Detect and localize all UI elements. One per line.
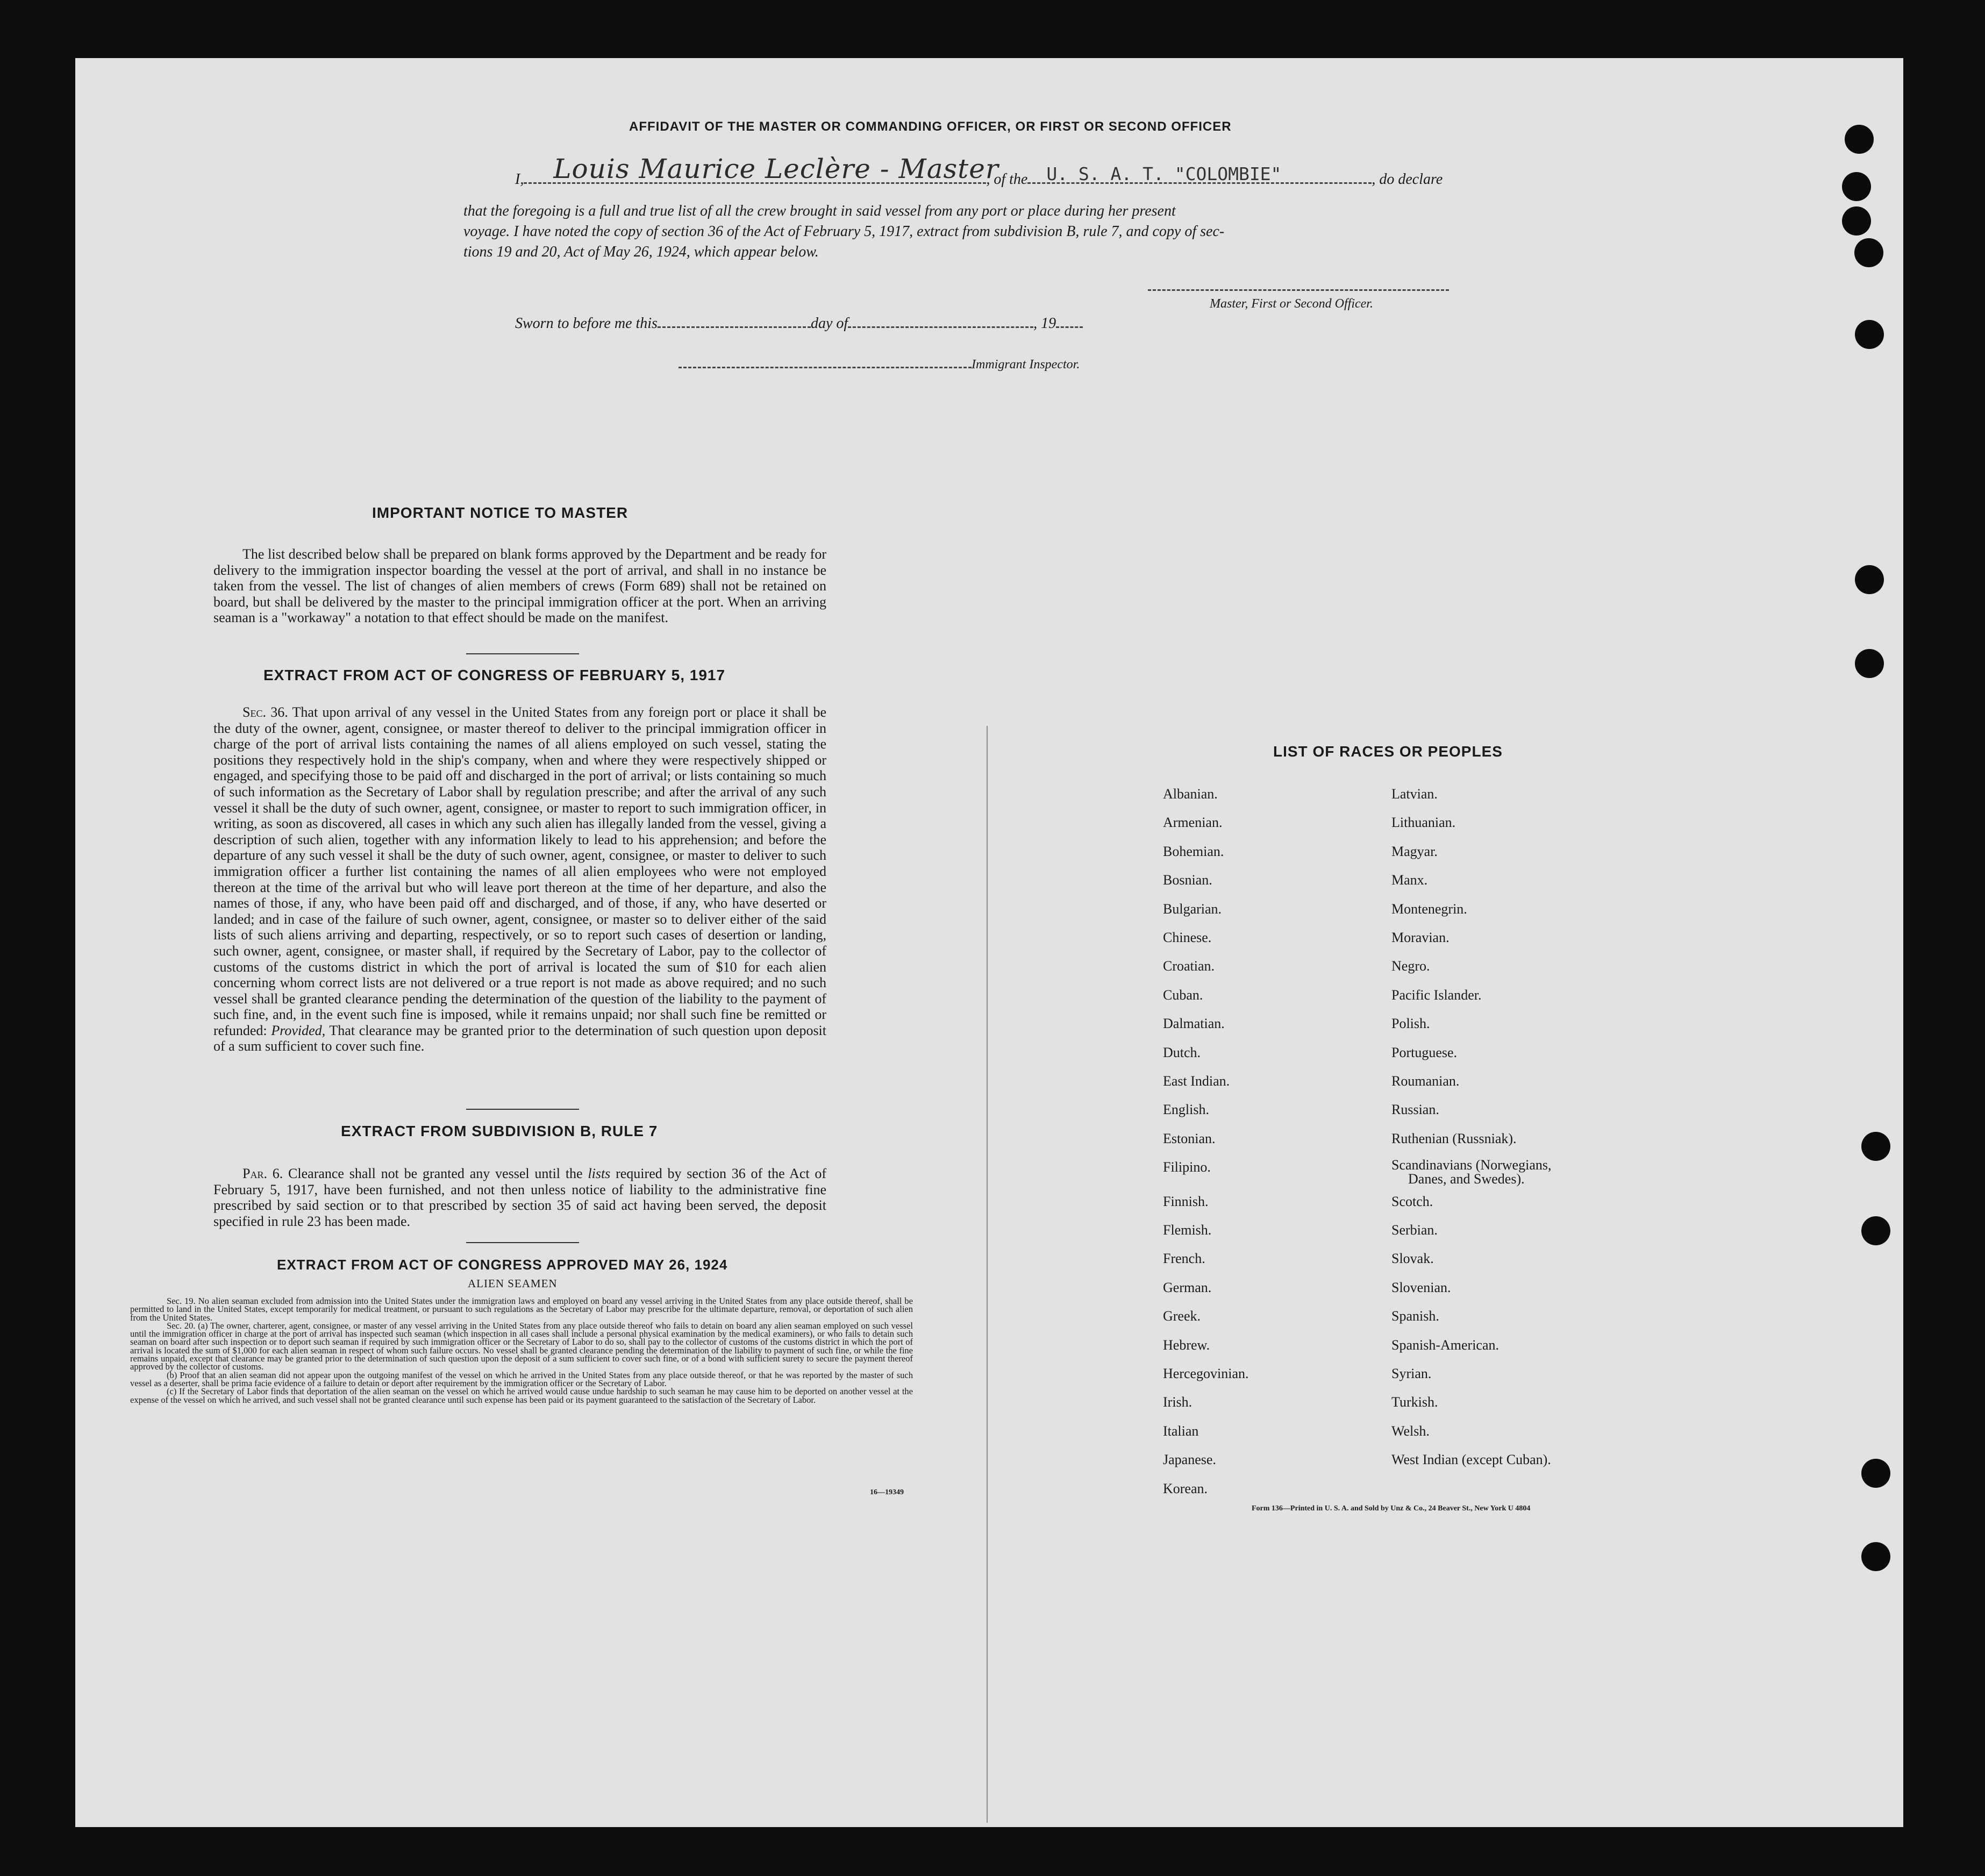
race-item: Montenegrin. xyxy=(1391,901,1467,917)
race-item: Polish. xyxy=(1391,1016,1430,1032)
section-19-text: Sec. 19. No alien seaman excluded from admission into the United States under the immigration laws and employed on board any vessel arriving in the United States from any place outside thereof, shall be permitted to land in the United States, except temporarily for medical treatment, or pursuant to such regulations as the Secretary of Labor may prescribe for the ultimate departure, removal, or deportation of such alien from the United States. xyxy=(130,1296,913,1323)
notice-text: The list described below shall be prepared on blank forms approved by the Department and be ready for delivery to the immigration inspector boarding the vessel at the port of arrival, and shall in no instance be taken from the vessel. The list of changes of alien members of crews (Form 689) shall not be retained on board, but shall be delivered by the master to the principal immigration officer at the port. When an arriving seaman is a "workaway" a notation to that effect should be made on the manifest. xyxy=(213,546,826,626)
of-the-label: , of the xyxy=(986,171,1028,188)
race-item: Hebrew. xyxy=(1163,1337,1210,1353)
page-fold-line xyxy=(987,726,988,1823)
race-item: Scotch. xyxy=(1391,1193,1433,1209)
punch-hole xyxy=(1842,172,1871,201)
affidavit-body-line: that the foregoing is a full and true list of all the crew brought in said vessel from any port or place during her present xyxy=(463,203,1176,219)
race-item: Magyar. xyxy=(1391,843,1438,859)
affidavit-declaration-line xyxy=(515,153,1443,188)
i-prefix: I, xyxy=(515,171,524,188)
signer-name-handwriting: Louis Maurice Leclère - Master xyxy=(553,153,999,184)
affidavit-body xyxy=(463,201,1480,262)
race-item: Albanian. xyxy=(1163,786,1218,802)
race-item: Bosnian. xyxy=(1163,872,1212,888)
race-item: Greek. xyxy=(1163,1308,1201,1324)
do-declare-label: , do declare xyxy=(1372,171,1443,188)
rule7-title: EXTRACT FROM SUBDIVISION B, RULE 7 xyxy=(341,1123,658,1139)
race-item: Croatian. xyxy=(1163,958,1215,974)
form-code: 16—19349 xyxy=(870,1488,904,1496)
act-1924-title: EXTRACT FROM ACT OF CONGRESS APPROVED MAY 26, 1924 xyxy=(277,1257,728,1273)
section-20b-text: (b) Proof that an alien seaman did not appear upon the outgoing manifest of the vessel on which he arrived in the United States from any place outside thereof, or that he was reported by the master of such vessel as a deserter, shall be prima facie evidence of a failure to detain or deport after requirement by the immigration officer or the Secretary of Labor. xyxy=(130,1369,913,1388)
race-item: Welsh. xyxy=(1391,1423,1430,1439)
race-item: Korean. xyxy=(1163,1480,1208,1496)
race-item: Turkish. xyxy=(1391,1394,1438,1410)
race-item: Russian. xyxy=(1391,1102,1439,1118)
signature-caption: Master, First or Second Officer. xyxy=(1210,297,1373,311)
section-36-text-end: That clearance may be granted prior to the determination of such question upon deposit of a sum sufficient to cover such fine. xyxy=(213,1022,827,1054)
extract-1917-title: EXTRACT FROM ACT OF CONGRESS OF FEBRUARY 5, 1917 xyxy=(263,667,726,683)
act-1924-text xyxy=(130,1297,913,1404)
races-title: LIST OF RACES OR PEOPLES xyxy=(1273,743,1503,760)
race-item: Spanish. xyxy=(1391,1308,1439,1324)
signature-line xyxy=(1148,289,1449,291)
punch-hole xyxy=(1861,1132,1890,1161)
punch-hole xyxy=(1855,649,1884,678)
race-item: Flemish. xyxy=(1163,1222,1212,1238)
race-item: Scandinavians (Norwegians, xyxy=(1391,1157,1552,1173)
punch-hole xyxy=(1861,1459,1890,1488)
rule7-text xyxy=(213,1166,826,1229)
affidavit-body-line: voyage. I have noted the copy of section 36 of the Act of February 5, 1917, extract from subdivision B, rule 7, and copy of sec- xyxy=(463,223,1225,240)
section-20a-text: Sec. 20. (a) The owner, charterer, agent, consignee, or master of any vessel arriving in the United States from any place outside thereof who fails to detain on board any alien seaman employed on such vessel until the immigration officer in charge at the port of arrival has inspected such seaman (which inspection in all cases shall include a personal physical examination by the medical examiners), or who fails to detain such seaman on board after such inspection or to deport such seaman if required by such immigration officer or the Secretary of Labor to do so, shall pay to the collector of customs of the customs district in which the port of arrival is located the sum of $1,000 for each alien seaman in respect of whom such failure occurs. No vessel shall be granted clearance pending the determination of the liability to payment of such fine, or while the fine remains unpaid, except that clearance may be granted prior to the determination of such question upon the deposit of a sum sufficient to cover such fine, or of a bond with sufficient surety to secure the payment thereof approved by the collector of customs. xyxy=(130,1320,913,1372)
race-item: Armenian. xyxy=(1163,815,1223,831)
provided-word: Provided, xyxy=(271,1022,326,1038)
race-item: Bohemian. xyxy=(1163,843,1224,859)
punch-hole xyxy=(1861,1542,1890,1571)
race-item: Filipino. xyxy=(1163,1159,1211,1175)
section-36-text: That upon arrival of any vessel in the United States from any foreign port or place it shall be the duty of the owner, agent, consignee, or master thereof to deliver to the principal immigration officer in charge of the port of arrival lists containing the names of all aliens employed on such vessel, stating the positions they respectively hold in the ship's company, when and where they were respectively shipped or engaged, and specifying those to be paid off and discharged in the port of arrival; or lists containing so much of such information as the Secretary of Labor shall by regulation prescribe; and after the arrival of any such vessel it shall be the duty of such owner, agent, consignee, or master to report to such immigration officer, in writing, as soon as discovered, all cases in which any such alien has illegally landed from the vessel, giving a description of such alien, together with any information likely to lead to his apprehension; and before the departure of any such vessel it shall be the duty of such owner, agent, consignee, or master to deliver to such immigration officer a further list containing the names of all alien employees who were not employed thereon at the time of the arrival but who will leave port thereon at the time of her departure, and also the names of those, if any, who have been paid off and discharged, and of those, if any, who have deserted or landed; and in case of the failure of such owner, agent, consignee, or master so to deliver either of the said lists of such aliens arriving and departing, respectively, or so to report such cases of desertion or landing, such owner, agent, consignee, or master shall, if required by the Secretary of Labor, pay to the collector of customs of the customs district in which the port of arrival is located the sum of $10 for each alien concerning whom correct lists are not delivered or a true report is not made as above required; and no such vessel shall be granted clearance pending the determination of the question of the liability to the payment of such fine, and, in the event such fine is imposed, while it remains unpaid; nor shall such fine be remitted or refunded: xyxy=(213,704,826,1038)
race-item: Slovenian. xyxy=(1391,1279,1451,1295)
divider xyxy=(466,653,579,654)
divider xyxy=(466,1242,579,1243)
sworn-label: Sworn to before me this xyxy=(515,315,658,332)
day-of-label: day of xyxy=(810,315,848,332)
race-item: East Indian. xyxy=(1163,1073,1230,1089)
race-item: Italian xyxy=(1163,1423,1199,1439)
sworn-line xyxy=(515,315,1083,332)
par-6-label: Par. 6. xyxy=(242,1166,283,1181)
race-item: Lithuanian. xyxy=(1391,815,1456,831)
race-item: French. xyxy=(1163,1251,1205,1267)
race-item: Hercegovinian. xyxy=(1163,1366,1249,1381)
lists-word: lists xyxy=(588,1166,611,1181)
race-item: Portuguese. xyxy=(1391,1044,1458,1060)
rule7-text-a: Clearance shall not be granted any vessel until the xyxy=(288,1166,583,1181)
race-item: Bulgarian. xyxy=(1163,901,1222,917)
alien-seamen-subtitle: ALIEN SEAMEN xyxy=(468,1277,558,1290)
inspector-line xyxy=(679,358,1080,372)
punch-hole xyxy=(1842,206,1871,236)
footer-imprint: Form 136—Printed in U. S. A. and Sold by Unz & Co., 24 Beaver St., New York U 4804 xyxy=(1252,1504,1531,1513)
race-item: Serbian. xyxy=(1391,1222,1438,1238)
race-item: Irish. xyxy=(1163,1394,1193,1410)
race-item: Pacific Islander. xyxy=(1391,987,1482,1003)
inspector-caption: Immigrant Inspector. xyxy=(972,358,1080,372)
race-item: Dalmatian. xyxy=(1163,1016,1225,1032)
year-label: , 19 xyxy=(1033,315,1056,332)
punch-hole xyxy=(1861,1216,1890,1245)
section-36-label: Sec. 36. xyxy=(242,704,288,720)
punch-hole xyxy=(1854,238,1883,267)
race-item: Estonian. xyxy=(1163,1130,1216,1146)
race-item: Slovak. xyxy=(1391,1251,1434,1267)
race-item: Manx. xyxy=(1391,872,1428,888)
vessel-name-stamp: U. S. A. T. "COLOMBIE" xyxy=(1046,163,1282,184)
divider xyxy=(466,1109,579,1110)
race-item: Finnish. xyxy=(1163,1193,1209,1209)
race-item: Spanish-American. xyxy=(1391,1337,1500,1353)
race-item: German. xyxy=(1163,1279,1212,1295)
race-item: Cuban. xyxy=(1163,987,1203,1003)
race-item: Roumanian. xyxy=(1391,1073,1460,1089)
punch-hole xyxy=(1855,320,1884,349)
race-item: Moravian. xyxy=(1391,930,1450,945)
punch-hole xyxy=(1855,565,1884,594)
race-item: Latvian. xyxy=(1391,786,1438,802)
section-20c-text: (c) If the Secretary of Labor finds that deportation of the alien seaman on the vessel on which he arrived would cause undue hardship to such seaman he may cause him to be deported on another vessel at the expense of the vessel on which he arrived, and such vessel shall not be granted clearance until such expense has been paid or its payment guaranteed to the satisfaction of the Secretary of Labor. xyxy=(130,1386,913,1405)
race-item: Japanese. xyxy=(1163,1452,1216,1468)
race-item: West Indian (except Cuban). xyxy=(1391,1452,1551,1468)
punch-hole xyxy=(1845,125,1874,154)
race-item: English. xyxy=(1163,1102,1209,1118)
race-item: Negro. xyxy=(1391,958,1430,974)
affidavit-body-line: tions 19 and 20, Act of May 26, 1924, which appear below. xyxy=(463,244,819,260)
race-item: Danes, and Swedes). xyxy=(1408,1171,1525,1187)
race-item: Ruthenian (Russniak). xyxy=(1391,1130,1517,1146)
notice-title: IMPORTANT NOTICE TO MASTER xyxy=(372,504,629,521)
extract-1917-text xyxy=(213,704,826,1054)
race-item: Chinese. xyxy=(1163,930,1212,945)
rule7-text-b: required by section 36 of the Act of February 5, 1917, have been furnished, and not then unless notice of liability to the administrative fine prescribed by said section or to that prescribed by section 35 of said act having been served, the deposit specified in rule 23 has been made. xyxy=(213,1166,827,1229)
race-item: Syrian. xyxy=(1391,1366,1432,1381)
race-item: Dutch. xyxy=(1163,1044,1201,1060)
affidavit-heading: AFFIDAVIT OF THE MASTER OR COMMANDING OFFICER, OR FIRST OR SECOND OFFICER xyxy=(629,119,1232,134)
